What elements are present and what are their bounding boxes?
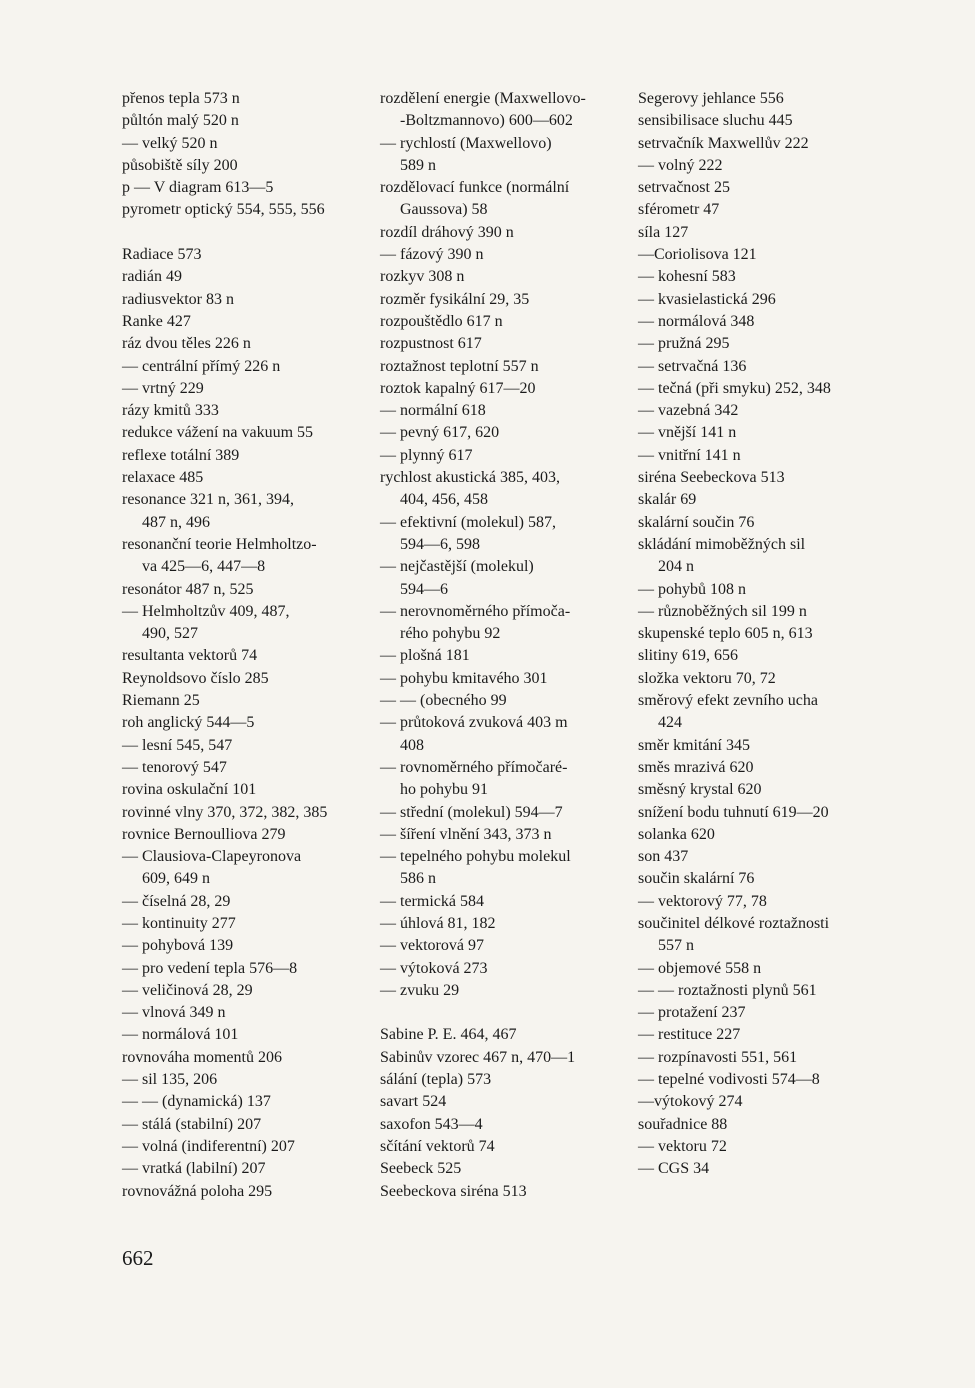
index-entry: — vrtný 229 (122, 379, 204, 397)
index-entry: souřadnice 88 (638, 1115, 728, 1133)
index-entry: resonance 321 n, 361, 394, (122, 491, 294, 509)
index-entry: 557 n (658, 937, 694, 955)
index-entry: — volný 222 (638, 156, 723, 174)
index-entry: — zvuku 29 (380, 981, 460, 999)
index-entry: 404, 456, 458 (400, 491, 488, 509)
index-entry: radián 49 (122, 268, 182, 286)
index-entry: složka vektoru 70, 72 (638, 669, 776, 687)
index-entry: — protažení 237 (638, 1004, 746, 1022)
index-entry: směrový efekt zevního ucha (638, 692, 818, 710)
index-entry: radiusvektor 83 n (122, 290, 234, 308)
index-entry: — výtoková 273 (380, 959, 488, 977)
index-column-1 (122, 88, 367, 1203)
index-entry: resultanta vektorů 74 (122, 647, 258, 665)
index-entry: součinitel délkové roztažnosti (638, 914, 830, 932)
index-entry: — restituce 227 (638, 1026, 741, 1044)
index-entry: — plynný 617 (380, 446, 473, 464)
index-entry: — pevný 617, 620 (380, 424, 500, 442)
index-entry: setrvačník Maxwellův 222 (638, 134, 809, 152)
index-entry: —výtokový 274 (638, 1093, 743, 1111)
index-entry: — fázový 390 n (380, 246, 484, 264)
index-entry: — vratká (labilní) 207 (122, 1160, 266, 1178)
index-entry: Segerovy jehlance 556 (638, 90, 784, 107)
index-entry: pyrometr optický 554, 555, 556 (122, 201, 325, 219)
index-entry: 490, 527 (142, 625, 198, 643)
index-entry: rázy kmitů 333 (122, 402, 219, 420)
index-entry: 594—6 (400, 580, 448, 598)
index-entry: — rychlostí (Maxwellovo) (380, 134, 552, 152)
index-entry: rozdělovací funkce (normální (380, 179, 570, 197)
index-entry: součin skalární 76 (638, 870, 755, 888)
index-entry: síla 127 (638, 223, 689, 241)
index-entry: směr kmitání 345 (638, 736, 750, 754)
index-entry: — termická 584 (380, 892, 484, 910)
index-entry: — normálová 348 (638, 312, 755, 330)
index-column-3 (638, 88, 868, 1181)
section-gap (380, 1002, 635, 1024)
index-entry: — šíření vlnění 343, 373 n (380, 825, 552, 843)
index-entry: va 425—6, 447—8 (142, 558, 266, 576)
index-entry: Sabinův vzorec 467 n, 470—1 (380, 1048, 576, 1066)
index-entry: — vektoru 72 (638, 1137, 727, 1155)
index-entry: 589 n (400, 156, 436, 174)
index-entry: — efektivní (molekul) 587, (380, 513, 556, 531)
index-entry: sálání (tepla) 573 (380, 1071, 492, 1089)
index-entry: — — (obecného 99 (380, 692, 507, 710)
index-entry: Seebeck 525 (380, 1160, 462, 1178)
index-entry: p — V diagram 613—5 (122, 179, 274, 197)
index-entry: — kontinuity 277 (122, 914, 236, 932)
index-entry: — rozpínavosti 551, 561 (638, 1048, 798, 1066)
index-entry: 204 n (658, 558, 694, 576)
index-entry: skupenské teplo 605 n, 613 (638, 625, 813, 643)
index-entry: rovina oskulační 101 (122, 781, 257, 799)
index-entry: 487 n, 496 (142, 513, 210, 531)
index-entry: skládání mimoběžných sil (638, 535, 806, 553)
index-entry: — pohybu kmitavého 301 (380, 669, 548, 687)
index-entry: — plošná 181 (380, 647, 470, 665)
index-entry: Sabine P. E. 464, 467 (380, 1026, 517, 1044)
index-entry: — pro vedení tepla 576—8 (122, 959, 298, 977)
index-entry: rozkyv 308 n (380, 268, 465, 286)
index-entry: Reynoldsovo číslo 285 (122, 669, 269, 687)
index-entry: resonátor 487 n, 525 (122, 580, 254, 598)
index-entry: redukce vážení na vakuum 55 (122, 424, 314, 442)
index-entry: Radiace 573 (122, 246, 202, 264)
index-entry: směs mrazivá 620 (638, 758, 754, 776)
index-entry: — pružná 295 (638, 335, 730, 353)
index-entry: — CGS 34 (638, 1160, 710, 1178)
index-entry: snížení bodu tuhnutí 619—20 (638, 803, 829, 821)
index-entry: — tečná (při smyku) 252, 348 (638, 379, 831, 397)
index-entry: — pohybová 139 (122, 937, 234, 955)
index-entry: — Clausiova-Clapeyronova (122, 848, 302, 866)
index-column-2 (380, 88, 635, 1203)
index-entry: — veličinová 28, 29 (122, 981, 253, 999)
index-entry: — setrvačná 136 (638, 357, 747, 375)
index-entry: setrvačnost 25 (638, 179, 730, 197)
index-entry: — vektorová 97 (380, 937, 484, 955)
index-entry: — volná (indiferentní) 207 (122, 1137, 295, 1155)
index-entry: — různoběžných sil 199 n (638, 602, 807, 620)
index-entry: —Coriolisova 121 (638, 246, 757, 264)
index-entry: siréna Seebeckova 513 (638, 469, 785, 487)
index-entry: působiště síly 200 (122, 156, 238, 174)
index-entry: -Boltzmannovo) 600—602 (400, 112, 573, 130)
index-entry: — rovnoměrného přímočaré- (380, 758, 568, 776)
index-entry: ráz dvou těles 226 n (122, 335, 251, 353)
index-entry: solanka 620 (638, 825, 715, 843)
index-entry: přenos tepla 573 n (122, 90, 240, 107)
index-entry: rozměr fysikální 29, 35 (380, 290, 530, 308)
index-entry: půltón malý 520 n (122, 112, 239, 130)
index-entry: sférometr 47 (638, 201, 720, 219)
index-entry: — vlnová 349 n (122, 1004, 226, 1022)
index-entry: 408 (400, 736, 424, 754)
index-entry: savart 524 (380, 1093, 447, 1111)
index-entry: rychlost akustická 385, 403, (380, 469, 560, 487)
index-entry: roztažnost teplotní 557 n (380, 357, 539, 375)
index-entry: — tepelného pohybu molekul (380, 848, 571, 866)
index-entry: — vnitřní 141 n (638, 446, 741, 464)
index-entry: sčítání vektorů 74 (380, 1137, 495, 1155)
index-entry: 609, 649 n (142, 870, 210, 888)
index-entry: — stálá (stabilní) 207 (122, 1115, 262, 1133)
index-entry: slitiny 619, 656 (638, 647, 739, 665)
index-entry: 594—6, 598 (400, 535, 480, 553)
index-entry: reflexe totální 389 (122, 446, 240, 464)
index-entry: rozdělení energie (Maxwellovo- (380, 90, 586, 107)
index-entry: rovnice Bernoulliova 279 (122, 825, 286, 843)
index-entry: Seebeckova siréna 513 (380, 1182, 527, 1200)
index-entry: — vazebná 342 (638, 402, 739, 420)
index-entry: roztok kapalný 617—20 (380, 379, 536, 397)
index-entry: Riemann 25 (122, 692, 200, 710)
index-entry: son 437 (638, 848, 689, 866)
index-entry: sensibilisace sluchu 445 (638, 112, 793, 130)
index-entry: směsný krystal 620 (638, 781, 762, 799)
index-entry: rozpustnost 617 (380, 335, 482, 353)
index-entry: skalár 69 (638, 491, 697, 509)
index-entry: — lesní 545, 547 (122, 736, 233, 754)
index-entry: relaxace 485 (122, 469, 204, 487)
index-entry: rovnováha momentů 206 (122, 1048, 282, 1066)
index-entry: resonanční teorie Helmholtzo- (122, 535, 317, 553)
index-entry: — — (dynamická) 137 (122, 1093, 271, 1111)
index-entry: Gaussova) 58 (400, 201, 488, 219)
index-entry: ho pohybu 91 (400, 781, 488, 799)
index-entry: — střední (molekul) 594—7 (380, 803, 563, 821)
index-entry: — tepelné vodivosti 574—8 (638, 1071, 820, 1089)
index-entry: — vektorový 77, 78 (638, 892, 767, 910)
section-gap (122, 222, 367, 244)
index-entry: — centrální přímý 226 n (122, 357, 281, 375)
index-entry: — normálová 101 (122, 1026, 239, 1044)
index-entry: — průtoková zvuková 403 m (380, 714, 568, 732)
index-entry: rovnovážná poloha 295 (122, 1182, 273, 1200)
index-entry: — vnější 141 n (638, 424, 737, 442)
index-entry: — velký 520 n (122, 134, 218, 152)
index-entry: 586 n (400, 870, 436, 888)
index-entry: — pohybů 108 n (638, 580, 746, 598)
index-entry: saxofon 543—4 (380, 1115, 483, 1133)
index-entry: rozpouštědlo 617 n (380, 312, 503, 330)
index-entry: — nerovnoměrného přímoča- (380, 602, 571, 620)
index-entry: — tenorový 547 (122, 758, 227, 776)
index-entry: — číselná 28, 29 (122, 892, 231, 910)
index-entry: rovinné vlny 370, 372, 382, 385 (122, 803, 328, 821)
index-entry: — sil 135, 206 (122, 1071, 218, 1089)
index-entry: — kohesní 583 (638, 268, 736, 286)
page-number: 662 (122, 1246, 154, 1270)
index-entry: rozdíl dráhový 390 n (380, 223, 514, 241)
index-entry: skalární součin 76 (638, 513, 755, 531)
index-entry: — úhlová 81, 182 (380, 914, 496, 932)
index-entry: — — roztažnosti plynů 561 (638, 981, 817, 999)
index-entry: — Helmholtzův 409, 487, (122, 602, 290, 620)
index-entry: — normální 618 (380, 402, 486, 420)
index-entry: — nejčastější (molekul) (380, 558, 534, 576)
index-entry: — kvasielastická 296 (638, 290, 776, 308)
index-entry: — objemové 558 n (638, 959, 762, 977)
index-entry: 424 (658, 714, 682, 732)
index-entry: roh anglický 544—5 (122, 714, 255, 732)
index-entry: Ranke 427 (122, 312, 191, 330)
index-entry: rého pohybu 92 (400, 625, 501, 643)
